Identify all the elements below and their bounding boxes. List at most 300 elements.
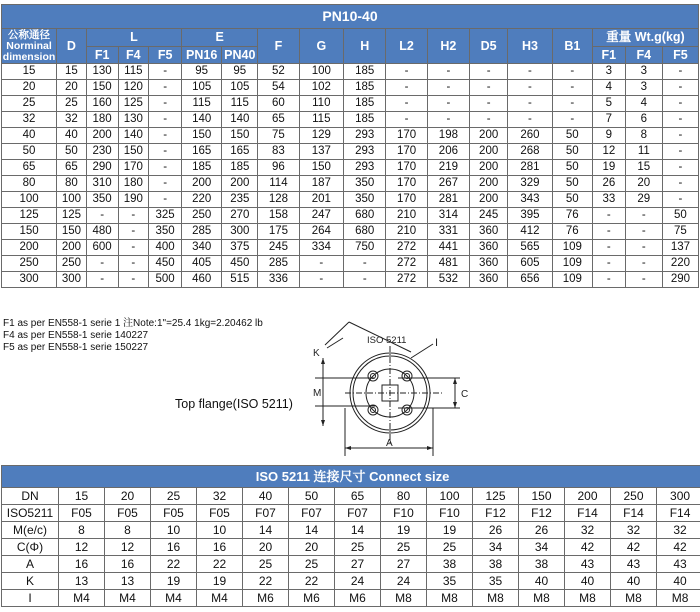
table-cell: 32 [565, 522, 611, 539]
header-H3: H3 [508, 29, 552, 64]
header-L: L [86, 29, 181, 47]
table-cell: - [149, 192, 182, 208]
table-cell: 32 [657, 522, 700, 539]
table-cell: - [662, 144, 698, 160]
table-cell: 200 [57, 240, 87, 256]
table-cell: M6 [289, 590, 335, 607]
table-cell: F14 [657, 505, 700, 522]
table-cell: 200 [470, 128, 508, 144]
table-cell: 19 [197, 573, 243, 590]
table-cell: 50 [57, 144, 87, 160]
table-cell: 272 [386, 240, 427, 256]
table-cell: 52 [258, 64, 299, 80]
table-cell: 40 [657, 573, 700, 590]
table-cell: 32 [611, 522, 657, 539]
table-cell: - [592, 240, 625, 256]
table-cell: 20 [243, 539, 289, 556]
table-cell: - [149, 160, 182, 176]
table-cell: 185 [222, 160, 258, 176]
table-cell: 137 [299, 144, 343, 160]
table-cell: 25 [151, 488, 197, 505]
table-cell: 187 [299, 176, 343, 192]
table-cell: 264 [299, 224, 343, 240]
row-dn-cell: 250 [2, 256, 57, 272]
table-cell: 34 [519, 539, 565, 556]
table-cell: 80 [381, 488, 427, 505]
table-row [2, 160, 699, 176]
row-label: ISO5211 [2, 505, 59, 522]
table-cell: - [149, 96, 182, 112]
table-row [2, 80, 699, 96]
table-cell: 50 [289, 488, 335, 505]
table-cell: 360 [470, 256, 508, 272]
header-H: H [344, 29, 386, 64]
table-cell: 8 [59, 522, 105, 539]
table-cell: 25 [57, 96, 87, 112]
table-row [2, 256, 699, 272]
table-cell: 34 [473, 539, 519, 556]
table-cell: 343 [508, 192, 552, 208]
table-cell: - [427, 112, 469, 128]
table-cell: 16 [197, 539, 243, 556]
table-cell: - [386, 112, 427, 128]
row-label: I [2, 590, 59, 607]
table-cell: 160 [86, 96, 118, 112]
table-cell: 60 [258, 96, 299, 112]
table-cell: 450 [222, 256, 258, 272]
table-cell: - [118, 256, 149, 272]
table-cell: 20 [105, 488, 151, 505]
table-cell: - [662, 128, 698, 144]
table-cell: 310 [86, 176, 118, 192]
header-PN40: PN40 [222, 47, 258, 64]
nominal-en1: Norminal [6, 39, 52, 52]
table-cell: - [427, 96, 469, 112]
table-cell: 170 [386, 144, 427, 160]
table-cell: 65 [258, 112, 299, 128]
table-cell: 350 [344, 192, 386, 208]
table-row [2, 522, 700, 539]
top-flange-diagram [175, 318, 475, 458]
table-cell: 65 [335, 488, 381, 505]
table-cell: 441 [427, 240, 469, 256]
table-cell: - [86, 208, 118, 224]
row-label: M(e/c) [2, 522, 59, 539]
table-cell: 331 [427, 224, 469, 240]
table-cell: 350 [344, 176, 386, 192]
nominal-dimension-header [2, 29, 57, 64]
table-cell: 76 [552, 208, 592, 224]
table-cell: - [662, 176, 698, 192]
table-cell: - [625, 208, 662, 224]
table-cell: 260 [508, 128, 552, 144]
table-cell: 198 [427, 128, 469, 144]
row-label: C(Φ) [2, 539, 59, 556]
table-cell: 38 [473, 556, 519, 573]
header-wt-F4: F4 [625, 47, 662, 64]
row-dn-cell: 125 [2, 208, 57, 224]
table-cell: 100 [57, 192, 87, 208]
table-cell: 33 [592, 192, 625, 208]
table-cell: 22 [243, 573, 289, 590]
table-cell: 25 [335, 539, 381, 556]
table-cell: 180 [118, 176, 149, 192]
table-cell: 40 [57, 128, 87, 144]
table-cell: - [427, 64, 469, 80]
table-cell: 293 [344, 160, 386, 176]
table-cell: M6 [243, 590, 289, 607]
table-cell: 16 [105, 556, 151, 573]
table-cell: 42 [611, 539, 657, 556]
table-cell: 375 [222, 240, 258, 256]
table-cell: 250 [57, 256, 87, 272]
table-row [2, 208, 699, 224]
table-cell: F05 [197, 505, 243, 522]
table-cell: M8 [519, 590, 565, 607]
header-L-F4: F4 [118, 47, 149, 64]
table-cell: 140 [118, 128, 149, 144]
table-cell: 200 [470, 176, 508, 192]
table-cell: 43 [565, 556, 611, 573]
table-cell: 680 [344, 224, 386, 240]
table-cell: 128 [258, 192, 299, 208]
table-cell: 290 [662, 272, 698, 288]
table-cell: - [427, 80, 469, 96]
table-row [2, 590, 700, 607]
table-cell: 75 [258, 128, 299, 144]
note-f4: F4 as per EN558-1 serie 140227 [3, 330, 149, 342]
table-cell: 125 [118, 96, 149, 112]
table-cell: 268 [508, 144, 552, 160]
table-cell: 3 [625, 64, 662, 80]
table-cell: 50 [552, 128, 592, 144]
table-cell: 210 [386, 224, 427, 240]
table-cell: 206 [427, 144, 469, 160]
table-cell: 350 [86, 192, 118, 208]
table-cell: - [662, 192, 698, 208]
table-cell: 412 [508, 224, 552, 240]
dim-M-label: M [313, 388, 322, 399]
connect-size-table [1, 465, 700, 607]
table-cell: 210 [386, 208, 427, 224]
table-cell: 43 [657, 556, 700, 573]
table-row [2, 240, 699, 256]
table-cell: 300 [657, 488, 700, 505]
table-cell: 140 [182, 112, 222, 128]
row-dn-cell: 65 [2, 160, 57, 176]
table-cell: - [662, 80, 698, 96]
dim-K-label: K [313, 348, 320, 359]
table-cell: 201 [299, 192, 343, 208]
table-row [2, 573, 700, 590]
table-row [2, 176, 699, 192]
table-cell: 38 [519, 556, 565, 573]
table-cell: 5 [592, 96, 625, 112]
table-cell: 114 [258, 176, 299, 192]
table-cell: 96 [258, 160, 299, 176]
table-cell: 405 [182, 256, 222, 272]
table-cell: 22 [151, 556, 197, 573]
table-cell: - [299, 272, 343, 288]
table-cell: 3 [592, 64, 625, 80]
table-cell: 185 [182, 160, 222, 176]
table-cell: 8 [625, 128, 662, 144]
table-cell: 50 [662, 208, 698, 224]
table-cell: - [386, 80, 427, 96]
table-cell: 12 [105, 539, 151, 556]
table-cell: 656 [508, 272, 552, 288]
table-cell: 20 [289, 539, 335, 556]
row-dn-cell: 15 [2, 64, 57, 80]
dim-I-label: I [435, 337, 439, 349]
table-cell: - [508, 96, 552, 112]
table-cell: 50 [552, 192, 592, 208]
table-row [2, 192, 699, 208]
table-cell: 22 [289, 573, 335, 590]
table-cell: - [86, 256, 118, 272]
table-cell: 40 [243, 488, 289, 505]
table-cell: 293 [344, 128, 386, 144]
table-cell: - [592, 208, 625, 224]
table-cell: 95 [182, 64, 222, 80]
table-cell: 340 [182, 240, 222, 256]
table-cell: 29 [625, 192, 662, 208]
table-row [2, 112, 699, 128]
table-cell: 158 [258, 208, 299, 224]
table-cell: 15 [57, 64, 87, 80]
header-D: D [57, 29, 87, 64]
table-cell: 12 [59, 539, 105, 556]
table-cell: 281 [508, 160, 552, 176]
table-cell: 200 [470, 160, 508, 176]
note-f1: F1 as per EN558-1 serie 1 注Note:1"=25.4 1kg=2.20462 lb [3, 318, 263, 329]
table-cell: 480 [86, 224, 118, 240]
header-B1: B1 [552, 29, 592, 64]
dimension-table [1, 4, 699, 288]
table-cell: M4 [197, 590, 243, 607]
table-cell: 26 [473, 522, 519, 539]
table-cell: 109 [552, 272, 592, 288]
table-cell: - [508, 64, 552, 80]
table-cell: 220 [182, 192, 222, 208]
table-cell: 170 [386, 160, 427, 176]
table-cell: - [149, 80, 182, 96]
table-cell: 24 [381, 573, 427, 590]
table-cell: 25 [427, 539, 473, 556]
table-cell: 360 [470, 240, 508, 256]
table-cell: M8 [473, 590, 519, 607]
table-cell: 8 [105, 522, 151, 539]
row-label: K [2, 573, 59, 590]
table-cell: 300 [222, 224, 258, 240]
row-dn-cell: 300 [2, 272, 57, 288]
table-cell: 42 [657, 539, 700, 556]
table-cell: - [592, 224, 625, 240]
table-row [2, 128, 699, 144]
table-cell: 130 [86, 64, 118, 80]
table-cell: 109 [552, 256, 592, 272]
table-cell: 293 [344, 144, 386, 160]
table-title: PN10-40 [2, 5, 699, 29]
table-cell: 200 [222, 176, 258, 192]
table-cell: - [470, 64, 508, 80]
table-cell: 14 [335, 522, 381, 539]
table-cell: 600 [86, 240, 118, 256]
table-cell: 35 [427, 573, 473, 590]
table-cell: 190 [118, 192, 149, 208]
table-cell: 115 [118, 64, 149, 80]
table-cell: 350 [149, 224, 182, 240]
table-cell: 20 [57, 80, 87, 96]
table-cell: - [149, 64, 182, 80]
table-row [2, 224, 699, 240]
table-cell: 300 [57, 272, 87, 288]
table-cell: 76 [552, 224, 592, 240]
table-cell: F05 [151, 505, 197, 522]
dimension-table-body [2, 64, 699, 288]
table-cell: F05 [59, 505, 105, 522]
table-cell: - [662, 96, 698, 112]
table-cell: F07 [243, 505, 289, 522]
table-cell: 150 [182, 128, 222, 144]
table-cell: 150 [118, 144, 149, 160]
table-cell: 32 [57, 112, 87, 128]
table-cell: 40 [519, 573, 565, 590]
table-cell: 200 [86, 128, 118, 144]
table-cell: M8 [381, 590, 427, 607]
table-cell: 26 [592, 176, 625, 192]
table-cell: M8 [611, 590, 657, 607]
table-cell: F14 [611, 505, 657, 522]
table-row [2, 272, 699, 288]
table-cell: 175 [258, 224, 299, 240]
row-label: A [2, 556, 59, 573]
table-cell: 200 [565, 488, 611, 505]
table-cell: 115 [299, 112, 343, 128]
table-cell: 15 [59, 488, 105, 505]
table-cell: 12 [592, 144, 625, 160]
table-cell: 19 [151, 573, 197, 590]
table-cell: M8 [427, 590, 473, 607]
table-cell: 105 [182, 80, 222, 96]
table-cell: 680 [344, 208, 386, 224]
nominal-cn: 公称通径 [8, 28, 51, 41]
table-cell: - [470, 96, 508, 112]
table-cell: 150 [57, 224, 87, 240]
table-cell: 245 [258, 240, 299, 256]
table-cell: - [625, 256, 662, 272]
table-cell: 336 [258, 272, 299, 288]
row-dn-cell: 40 [2, 128, 57, 144]
table-cell: 180 [86, 112, 118, 128]
table-cell: 750 [344, 240, 386, 256]
table-cell: - [344, 256, 386, 272]
table-cell: 26 [519, 522, 565, 539]
table-cell: 95 [222, 64, 258, 80]
table-cell: - [508, 80, 552, 96]
table-cell: M6 [335, 590, 381, 607]
table-cell: 220 [662, 256, 698, 272]
table-cell: 22 [197, 556, 243, 573]
connect-table-body [2, 488, 700, 607]
table-cell: 14 [243, 522, 289, 539]
table-cell: 130 [118, 112, 149, 128]
table-cell: 125 [473, 488, 519, 505]
table-cell: 219 [427, 160, 469, 176]
table-cell: F05 [105, 505, 151, 522]
table-cell: 290 [86, 160, 118, 176]
table-cell: 11 [625, 144, 662, 160]
table-cell: 245 [470, 208, 508, 224]
table-cell: 170 [386, 128, 427, 144]
table-cell: - [344, 272, 386, 288]
table-cell: 250 [182, 208, 222, 224]
table-cell: 235 [222, 192, 258, 208]
table-cell: 4 [592, 80, 625, 96]
table-cell: 170 [386, 192, 427, 208]
table-cell: 185 [344, 80, 386, 96]
table-cell: 83 [258, 144, 299, 160]
table-cell: 325 [149, 208, 182, 224]
table-cell: 125 [57, 208, 87, 224]
table-cell: 35 [473, 573, 519, 590]
table-cell: 285 [182, 224, 222, 240]
table-cell: 50 [552, 176, 592, 192]
table-cell: 6 [625, 112, 662, 128]
table-cell: 25 [381, 539, 427, 556]
table-cell: 115 [222, 96, 258, 112]
table-cell: - [552, 112, 592, 128]
table-cell: 25 [243, 556, 289, 573]
header-G: G [299, 29, 343, 64]
table-cell: - [299, 256, 343, 272]
header-L2: L2 [386, 29, 427, 64]
table-cell: 7 [592, 112, 625, 128]
table-cell: 10 [151, 522, 197, 539]
table-cell: 75 [662, 224, 698, 240]
table-cell: 605 [508, 256, 552, 272]
table-cell: M4 [105, 590, 151, 607]
table-cell: - [386, 64, 427, 80]
dim-C-label: C [461, 389, 469, 400]
table-cell: 65 [57, 160, 87, 176]
header-E: E [182, 29, 258, 47]
table-cell: 25 [289, 556, 335, 573]
table-cell: - [592, 272, 625, 288]
table-cell: 102 [299, 80, 343, 96]
connect-table-title: ISO 5211 连接尺寸 Connect size [2, 466, 700, 488]
table-cell: 32 [197, 488, 243, 505]
table-cell: 115 [182, 96, 222, 112]
row-dn-cell: 25 [2, 96, 57, 112]
table-cell: 165 [182, 144, 222, 160]
dim-A-label: A [386, 438, 393, 449]
table-cell: 200 [470, 192, 508, 208]
diagram-caption: Top flange(ISO 5211) [175, 397, 293, 411]
table-cell: - [149, 176, 182, 192]
table-row [2, 488, 700, 505]
table-cell: 272 [386, 256, 427, 272]
table-cell: 150 [519, 488, 565, 505]
header-wt-F1: F1 [592, 47, 625, 64]
table-cell: F12 [519, 505, 565, 522]
table-cell: - [662, 112, 698, 128]
table-cell: - [662, 64, 698, 80]
table-cell: - [662, 160, 698, 176]
table-cell: 24 [335, 573, 381, 590]
table-cell: 532 [427, 272, 469, 288]
header-PN16: PN16 [182, 47, 222, 64]
